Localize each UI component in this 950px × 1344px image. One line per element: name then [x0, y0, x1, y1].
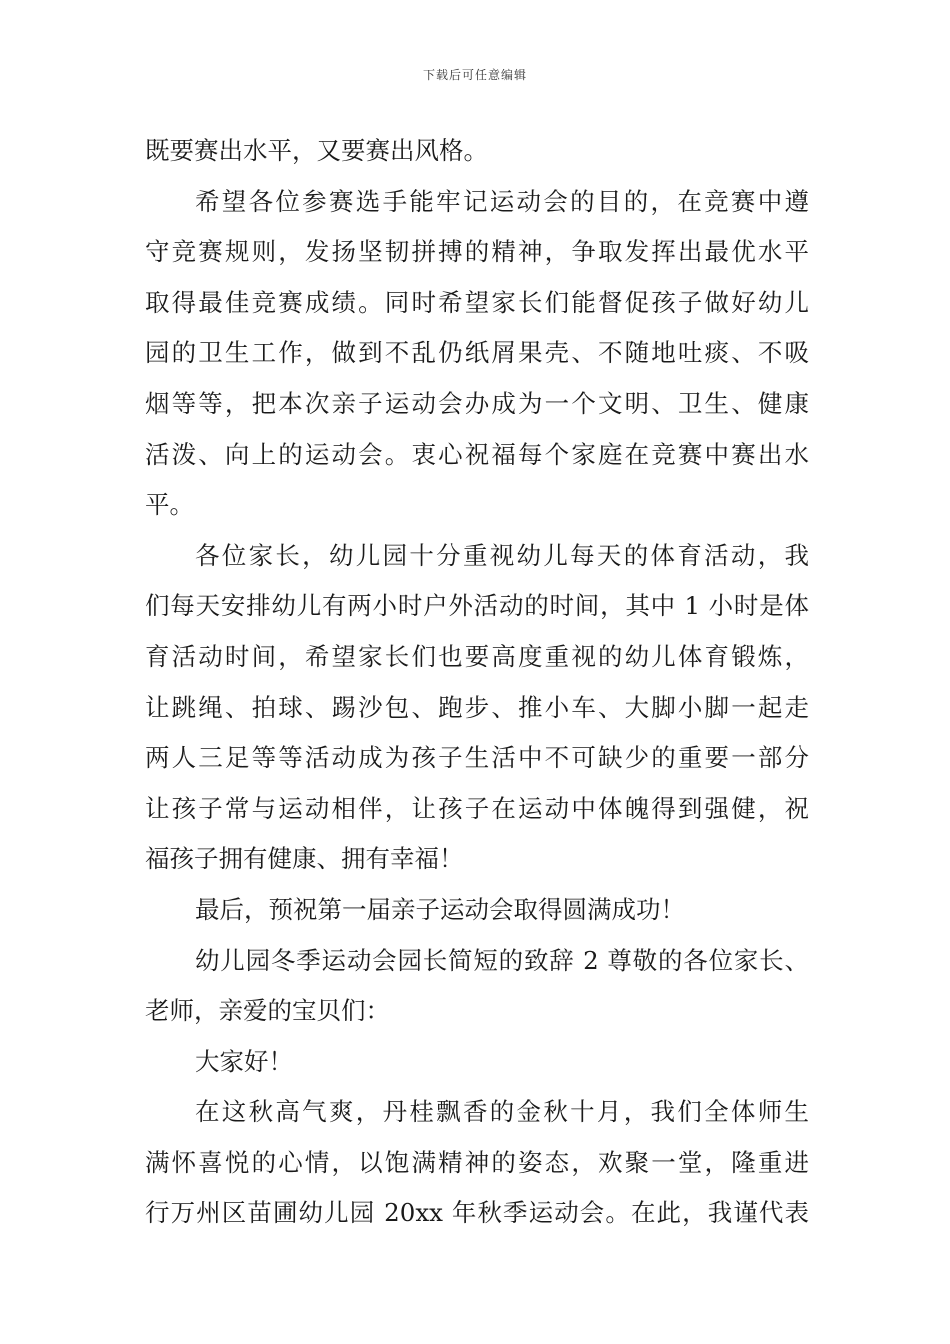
text-line: 在这秋高气爽，丹桂飘香的金秋十月，我们全体师生 — [195, 1097, 809, 1127]
document-body — [145, 126, 809, 1239]
text-line: 烟等等，把本次亲子运动会办成为一个文明、卫生、健康 — [145, 388, 809, 418]
text-line: 让跳绳、拍球、踢沙包、跑步、推小车、大脚小脚一起走 — [145, 692, 809, 722]
text-line: 既要赛出水平，又要赛出风格。 — [145, 136, 488, 165]
text-line: 老师，亲爱的宝贝们： — [145, 996, 390, 1026]
text-line: 最后，预祝第一届亲子运动会取得圆满成功！ — [195, 894, 685, 924]
text-line: 福孩子拥有健康、拥有幸福！ — [145, 844, 464, 874]
text-line: 育活动时间，希望家长们也要高度重视的幼儿体育锻炼， — [145, 641, 809, 671]
text-line: 两人三足等等活动成为孩子生活中不可缺少的重要一部分 — [145, 743, 809, 773]
text-line: 让孩子常与运动相伴，让孩子在运动中体魄得到强健，祝 — [145, 793, 809, 823]
text-line: 们每天安排幼儿有两小时户外活动的时间，其中 1 小时是体 — [145, 591, 809, 621]
text-line: 大家好！ — [195, 1046, 293, 1076]
text-line: 守竞赛规则，发扬坚韧拼搏的精神，争取发挥出最优水平 — [145, 237, 809, 267]
text-line: 园的卫生工作，做到不乱仍纸屑果壳、不随地吐痰、不吸 — [145, 338, 809, 368]
text-line: 各位家长，幼儿园十分重视幼儿每天的体育活动，我 — [195, 540, 809, 570]
text-line: 平。 — [145, 490, 194, 520]
text-line: 幼儿园冬季运动会园长简短的致辞 2 尊敬的各位家长、 — [195, 945, 809, 975]
text-line: 希望各位参赛选手能牢记运动会的目的，在竞赛中遵 — [195, 186, 809, 216]
page-header: 下载后可任意编辑 — [422, 68, 527, 82]
text-line: 行万州区苗圃幼儿园 20xx 年秋季运动会。在此，我谨代表 — [145, 1198, 809, 1228]
text-line: 取得最佳竞赛成绩。同时希望家长们能督促孩子做好幼儿 — [145, 287, 809, 317]
text-line: 活泼、向上的运动会。衷心祝福每个家庭在竞赛中赛出水 — [145, 439, 809, 469]
text-line: 满怀喜悦的心情，以饱满精神的姿态，欢聚一堂，隆重进 — [145, 1147, 809, 1177]
